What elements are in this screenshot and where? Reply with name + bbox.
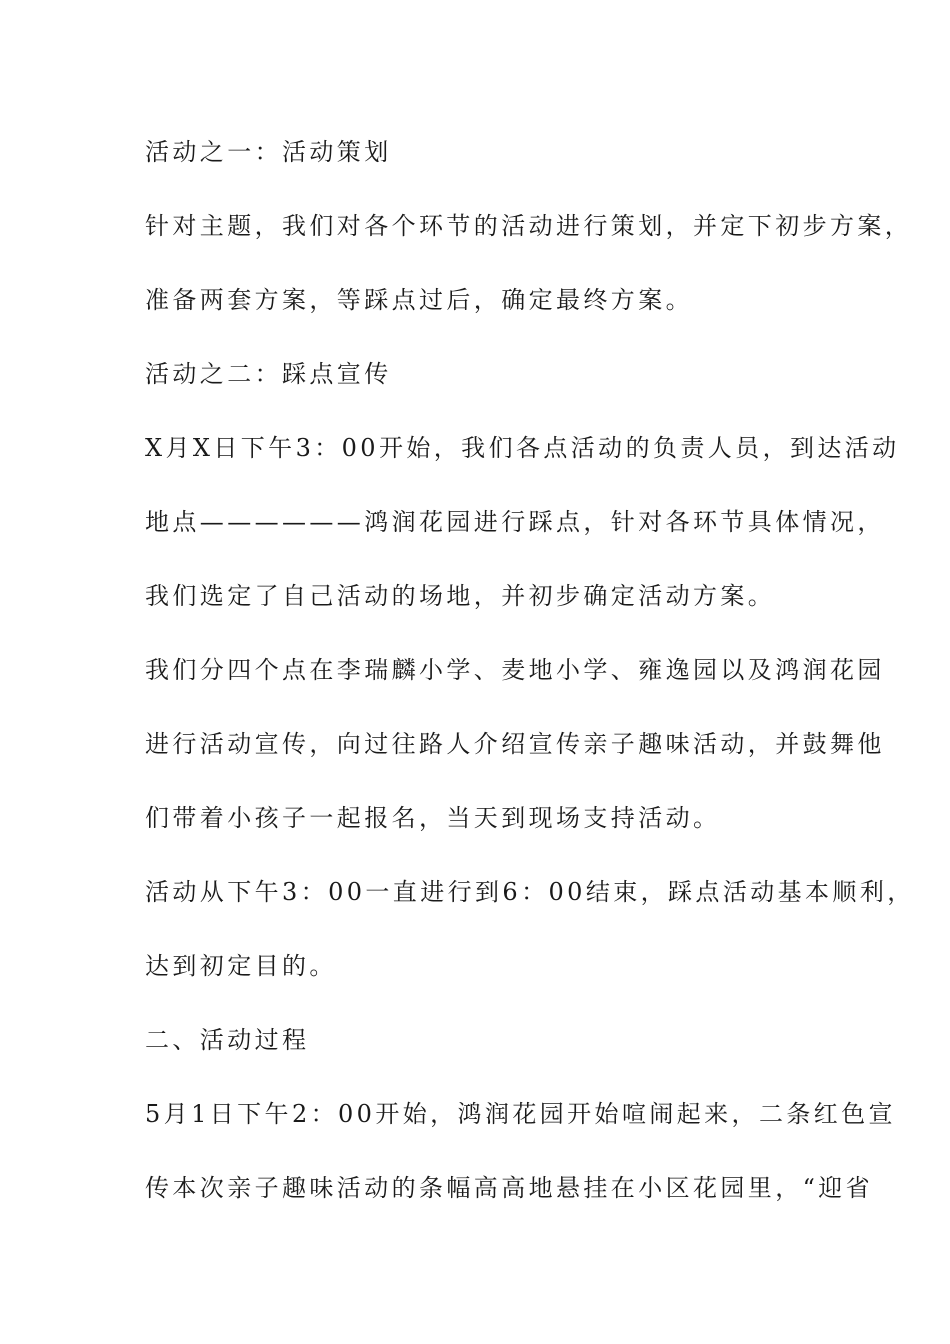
paragraph-line: 进行活动宣传，向过往路人介绍宣传亲子趣味活动，并鼓舞他 bbox=[145, 730, 885, 758]
paragraph-line: X月X日下午3：00开始，我们各点活动的负责人员，到达活动 bbox=[145, 434, 900, 462]
paragraph-line: 我们分四个点在李瑞麟小学、麦地小学、雍逸园以及鸿润花园 bbox=[145, 656, 885, 684]
paragraph-line: 准备两套方案，等踩点过后，确定最终方案。 bbox=[145, 286, 693, 314]
section-heading-2: 活动之二：踩点宣传 bbox=[145, 360, 392, 388]
paragraph-line: 活动从下午3：00一直进行到6：00结束，踩点活动基本顺利， bbox=[145, 878, 915, 906]
section-heading-3: 二、活动过程 bbox=[145, 1026, 310, 1054]
section-heading-1: 活动之一：活动策划 bbox=[145, 138, 392, 166]
paragraph-line: 我们选定了自己活动的场地，并初步确定活动方案。 bbox=[145, 582, 776, 610]
paragraph-line: 5月1日下午2：00开始，鸿润花园开始喧闹起来，二条红色宣 bbox=[145, 1100, 896, 1128]
paragraph-line: 们带着小孩子一起报名，当天到现场支持活动。 bbox=[145, 804, 721, 832]
paragraph-line: 地点——————鸿润花园进行踩点，针对各环节具体情况， bbox=[145, 508, 885, 536]
paragraph-line: 达到初定目的。 bbox=[145, 952, 337, 980]
paragraph-line: 针对主题，我们对各个环节的活动进行策划，并定下初步方案， bbox=[145, 212, 913, 240]
paragraph-line: 传本次亲子趣味活动的条幅高高地悬挂在小区花园里，“迎省 bbox=[145, 1174, 874, 1202]
